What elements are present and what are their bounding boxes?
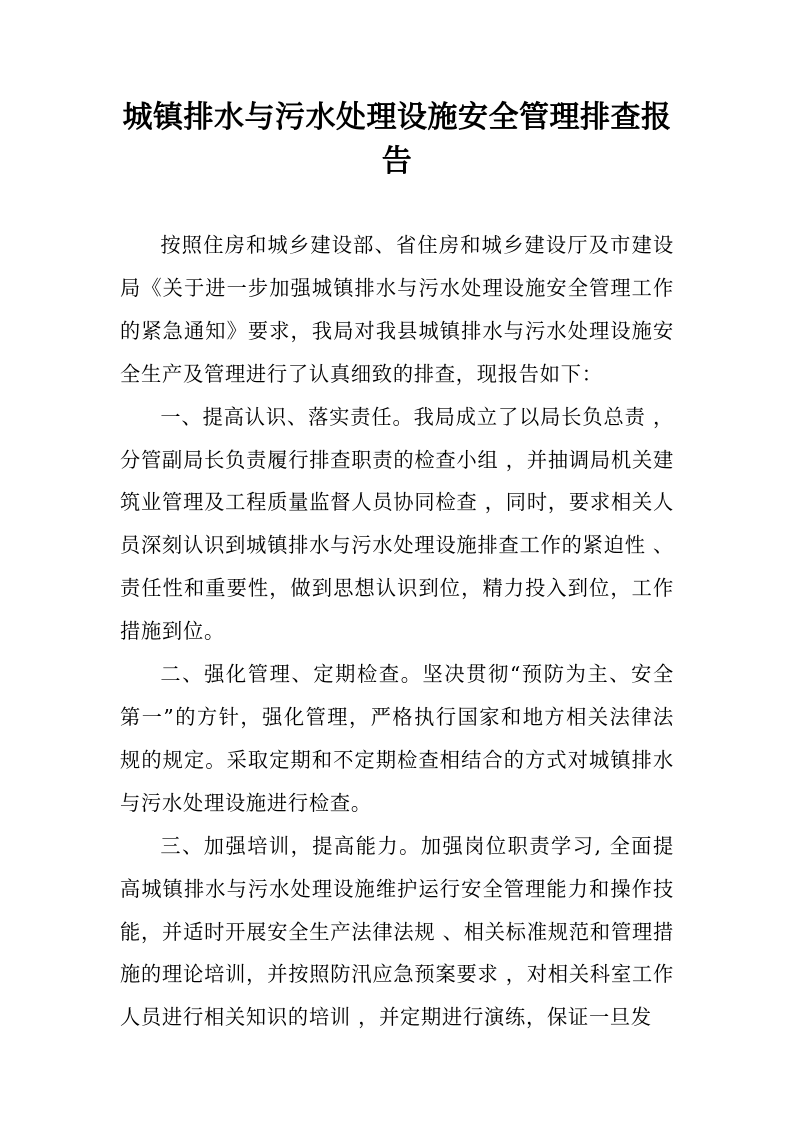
paragraph-section-1: 一、提高认识、落实责任。我局成立了以局长负总责 ，分管副局长负责履行排查职责的检查小组 ，并抽调局机关建筑业管理及工程质量监督人员协同检查 ，同时，要求相关人员深刻认识到城镇排水与污水处理设施排查工作的紧迫性 、责任性和重要性，做到思想认识到位，精力投入到位，工作措施到位。 — [120, 404, 674, 644]
document-body — [120, 224, 674, 1039]
paragraph-section-2: 二、强化管理、定期检查。坚决贯彻“预防为主、安全第一”的方针，强化管理，严格执行国家和地方相关法律法规的规定。采取定期和不定期检查相结合的方式对城镇排水与污水处理设施进行检查。 — [120, 662, 674, 815]
paragraph-section-3: 三、加强培训，提高能力。加强岗位职责学习, 全面提高城镇排水与污水处理设施维护运行安全管理能力和操作技能，并适时开展安全生产法律法规 、相关标准规范和管理措施的理论培训，并按照防汛应急预案要求 ，对相关科室工作人员进行相关知识的培训 ，并定期进行演练，保证一旦发 — [120, 833, 674, 1030]
document-title: 城镇排水与污水处理设施安全管理排查报告 — [122, 100, 672, 179]
paragraph-intro: 按照住房和城乡建设部、省住房和城乡建设厅及市建设局《关于进一步加强城镇排水与污水处理设施安全管理工作的紧急通知》要求，我局对我县城镇排水与污水处理设施安全生产及管理进行了认真细致的排查，现报告如下： — [120, 233, 674, 386]
